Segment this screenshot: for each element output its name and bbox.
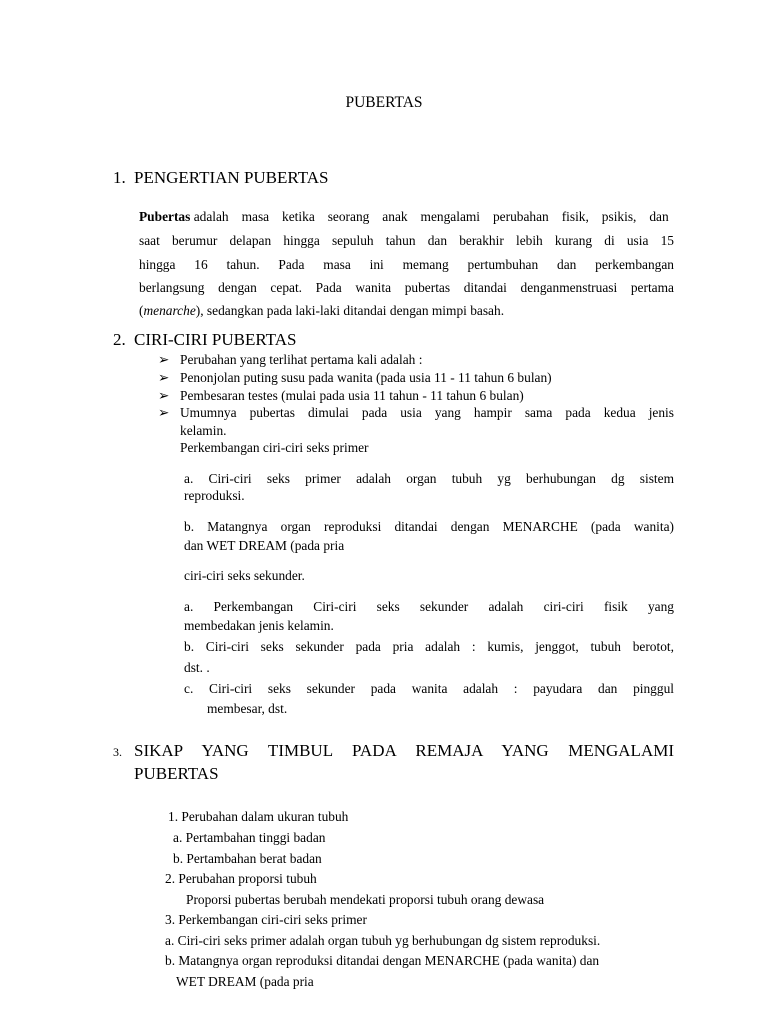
list-item: 1. Perubahan dalam ukuran tubuh [168,809,349,824]
paren-open: ( [139,303,144,318]
section-number: 1. [113,168,126,187]
bullet-icon: ➢ [158,388,170,403]
list-item: a. Pertambahan tinggi badan [173,830,326,845]
subheading-sekunder: ciri-ciri seks sekunder. [184,568,305,583]
bullet-item: Penonjolan puting susu pada wanita (pada usia 11 - 11 tahun 6 bulan) [180,370,552,385]
section-number: 2. [113,330,126,349]
bullet-icon: ➢ [158,352,170,367]
term-pubertas: Pubertas [139,209,191,224]
definition-line-2: saat berumur delapan hingga sepuluh tahun dan berakhir lebih kurang di usia 15 [139,233,674,248]
primer-b-line-2: dan WET DREAM (pada pria [184,538,345,553]
bullet-icon: ➢ [158,405,170,420]
list-item: b. Pertambahan berat badan [173,851,322,866]
section-heading-line-2: PUBERTAS [134,764,219,783]
list-item: 2. Perubahan proporsi tubuh [165,871,317,886]
bullet-item: Pembesaran testes (mulai pada usia 11 tahun - 11 tahun 6 bulan) [180,388,524,403]
primer-a-line-1: a. Ciri-ciri seks primer adalah organ tubuh yg berhubungan dg sistem [184,471,674,486]
subheading-primer: Perkembangan ciri-ciri seks primer [180,440,369,455]
sekunder-a-line-1: a. Perkembangan Ciri-ciri seks sekunder adalah ciri-ciri fisik yang [184,599,674,614]
sekunder-c-line-1: c. Ciri-ciri seks sekunder pada wanita adalah : payudara dan pinggul [184,681,674,696]
section-number: 3. [113,745,122,759]
sekunder-b-line-2: dst. . [184,660,210,675]
sekunder-c-line-2: membesar, dst. [207,701,288,716]
sekunder-b-line-1: b. Ciri-ciri seks sekunder pada pria adalah : kumis, jenggot, tubuh berotot, [184,639,674,654]
section-heading: CIRI-CIRI PUBERTAS [134,330,297,349]
definition-tail: ), sedangkan pada laki-laki ditandai dengan mimpi basah. [195,303,505,318]
bullet-icon: ➢ [158,370,170,385]
list-item: WET DREAM (pada pria [176,974,314,989]
list-item: a. Ciri-ciri seks primer adalah organ tubuh yg berhubungan dg sistem reproduksi. [165,933,601,948]
bullet-item-continuation: kelamin. [180,423,227,438]
section-heading-line-1: SIKAP YANG TIMBUL PADA REMAJA YANG MENGALAMI [134,741,674,760]
primer-b-line-1: b. Matangnya organ reproduksi ditandai dengan MENARCHE (pada wanita) [184,519,674,534]
bullet-item: Perubahan yang terlihat pertama kali adalah : [180,352,423,367]
term-menarche: menarche [143,303,196,318]
definition-text: adalah masa ketika seorang anak mengalami perubahan fisik, psikis, dan [193,209,669,224]
page-title: PUBERTAS [345,94,423,111]
list-item: 3. Perkembangan ciri-ciri seks primer [165,912,367,927]
definition-line-1 [139,207,674,227]
list-item: Proporsi pubertas berubah mendekati proporsi tubuh orang dewasa [186,892,545,907]
section-heading: PENGERTIAN PUBERTAS [134,168,329,187]
bullet-item: Umumnya pubertas dimulai pada usia yang hampir sama pada kedua jenis [180,405,674,420]
definition-line-3: hingga 16 tahun. Pada masa ini memang pertumbuhan dan perkembangan [139,257,674,272]
definition-line-4: berlangsung dengan cepat. Pada wanita pubertas ditandai denganmenstruasi pertama [139,280,674,295]
sekunder-a-line-2: membedakan jenis kelamin. [184,618,334,633]
list-item: b. Matangnya organ reproduksi ditandai dengan MENARCHE (pada wanita) dan [165,953,600,968]
primer-a-line-2: reproduksi. [184,488,245,503]
definition-line-5 [139,301,504,321]
